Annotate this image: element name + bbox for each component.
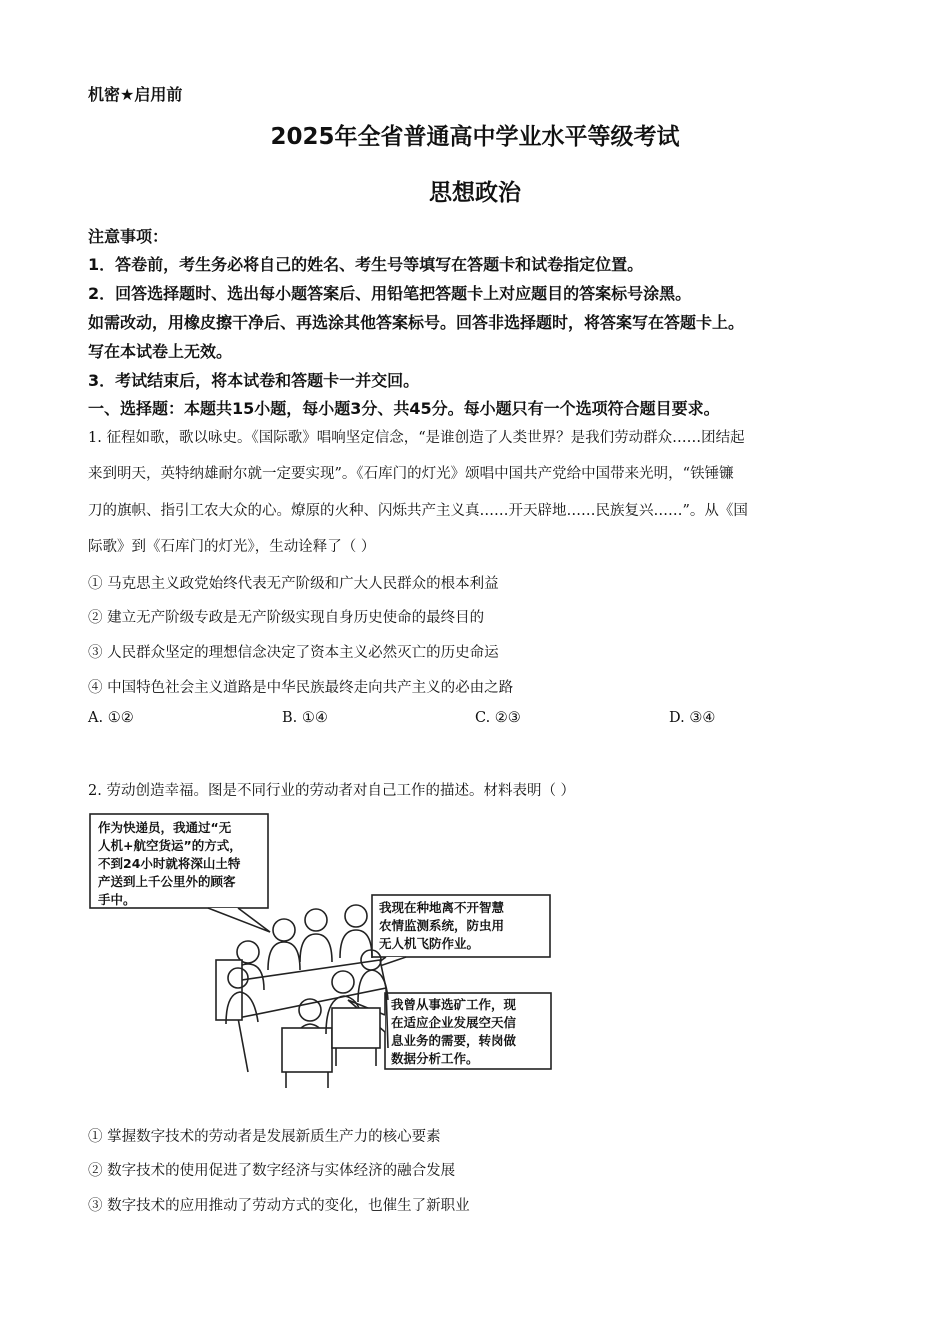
question-1-line: 刀的旗帜、指引工农大众的心。燎原的火种、闪烁共产主义真……开天辟地……民族复兴……”。从《国 — [88, 503, 748, 519]
svg-text:农情监测系统，防虫用: 农情监测系统，防虫用 — [379, 918, 505, 933]
option-c[interactable]: C. ②③ — [475, 710, 521, 726]
question-1-line: 际歌》到《石库门的灯光》，生动诠释了（ ） — [88, 539, 376, 555]
secret-label: 机密★启用前 — [88, 85, 183, 104]
notice-line: 1．答卷前，考生务必将自己的姓名、考生号等填写在答题卡和试卷指定位置。 — [88, 255, 644, 274]
question-1-statement: ③ 人民群众坚定的理想信念决定了资本主义必然灭亡的历史命运 — [88, 645, 499, 661]
svg-text:数据分析工作。: 数据分析工作。 — [391, 1051, 479, 1066]
svg-text:我曾从事选矿工作，现: 我曾从事选矿工作，现 — [391, 997, 517, 1012]
subject-title: 思想政治 — [429, 180, 521, 206]
svg-text:息业务的需要，转岗做: 息业务的需要，转岗做 — [391, 1033, 517, 1048]
svg-text:不到24小时就将深山土特: 不到24小时就将深山土特 — [98, 856, 241, 871]
notice-line: 3．考试结束后，将本试卷和答题卡一并交回。 — [88, 371, 420, 390]
svg-text:在适应企业发展空天信: 在适应企业发展空天信 — [391, 1015, 517, 1030]
exam-title: 2025年全省普通高中学业水平等级考试 — [270, 124, 680, 150]
option-b[interactable]: B. ①④ — [282, 710, 328, 726]
svg-text:无人机飞防作业。: 无人机飞防作业。 — [379, 936, 480, 951]
svg-text:作为快递员，我通过“无: 作为快递员，我通过“无 — [98, 820, 232, 835]
question-1-line: 1. 征程如歌，歌以咏史。《国际歌》唱响坚定信念，“是谁创造了人类世界？是我们劳动群众……团结起 — [88, 430, 745, 446]
question-2-statement: ③ 数字技术的应用推动了劳动方式的变化，也催生了新职业 — [88, 1198, 470, 1214]
question-1-line: 来到明天，英特纳雄耐尔就一定要实现”。《石库门的灯光》颂唱中国共产党给中国带来光明，“铁锤镰 — [88, 466, 734, 482]
option-a[interactable]: A. ①② — [88, 710, 134, 726]
svg-text:人机+航空货运”的方式，: 人机+航空货运”的方式， — [98, 838, 242, 853]
question-2-statement: ② 数字技术的使用促进了数字经济与实体经济的融合发展 — [88, 1163, 456, 1179]
question-1-statement: ④ 中国特色社会主义道路是中华民族最终走向共产主义的必由之路 — [88, 680, 514, 696]
svg-text:我现在种地离不开智慧: 我现在种地离不开智慧 — [379, 900, 505, 915]
notice-line: 写在本试卷上无效。 — [88, 342, 233, 361]
notice-heading: 注意事项： — [88, 227, 169, 246]
question-2-statement: ① 掌握数字技术的劳动者是发展新质生产力的核心要素 — [88, 1129, 441, 1145]
question-1-statement: ① 马克思主义政党始终代表无产阶级和广大人民群众的根本利益 — [88, 576, 499, 592]
workers-illustration — [88, 810, 558, 1092]
notice-line: 2．回答选择题时、选出每小题答案后、用铅笔把答题卡上对应题目的答案标号涂黑。 — [88, 284, 692, 303]
svg-text:产送到上千公里外的顾客: 产送到上千公里外的顾客 — [98, 874, 236, 889]
section-heading: 一、选择题：本题共15小题，每小题3分、共45分。每小题只有一个选项符合题目要求。 — [88, 399, 720, 418]
question-2-stem: 2. 劳动创造幸福。图是不同行业的劳动者对自己工作的描述。材料表明（ ） — [88, 783, 576, 799]
svg-text:手中。: 手中。 — [98, 892, 136, 907]
question-1-statement: ② 建立无产阶级专政是无产阶级实现自身历史使命的最终目的 — [88, 610, 485, 626]
notice-line: 如需改动，用橡皮擦干净后、再选涂其他答案标号。回答非选择题时，将答案写在答题卡上。 — [88, 313, 745, 332]
option-d[interactable]: D. ③④ — [669, 710, 716, 726]
